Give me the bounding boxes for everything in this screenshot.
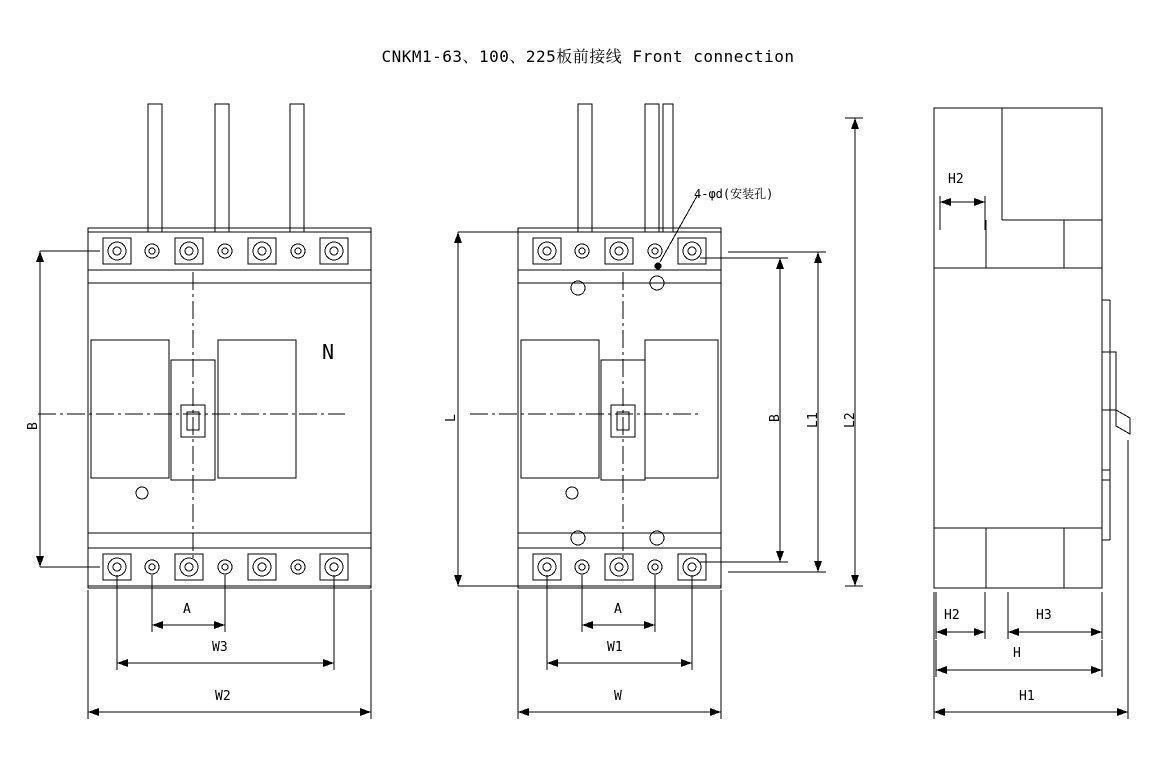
dimension-label-W: W bbox=[614, 689, 622, 704]
dimension-label-L1: L1 bbox=[806, 412, 821, 428]
dimension-label-H3: H3 bbox=[1036, 608, 1052, 623]
dimension-label-A-left: A bbox=[183, 602, 191, 617]
dimension-label-L2: L2 bbox=[843, 412, 858, 428]
dimension-label-H2-top: H2 bbox=[948, 172, 964, 187]
dimension-label-W1: W1 bbox=[607, 640, 623, 655]
dimension-label-W3: W3 bbox=[212, 640, 228, 655]
dimension-label-B-left: B bbox=[26, 422, 41, 430]
dimension-label-B-mid: B bbox=[768, 414, 783, 422]
dimension-label-W2: W2 bbox=[215, 689, 231, 704]
dimension-label-A-mid: A bbox=[614, 602, 622, 617]
neutral-marker-label: N bbox=[322, 340, 335, 364]
dimension-label-H2-bottom: H2 bbox=[944, 608, 960, 623]
dimension-label-H1: H1 bbox=[1019, 689, 1035, 704]
mounting-hole-label: 4-φd(安装孔) bbox=[694, 187, 774, 201]
dimension-label-H: H bbox=[1013, 646, 1021, 661]
dimension-label-L: L bbox=[444, 414, 459, 422]
drawing-title: CNKM1-63、100、225板前接线 Front connection bbox=[381, 47, 795, 66]
